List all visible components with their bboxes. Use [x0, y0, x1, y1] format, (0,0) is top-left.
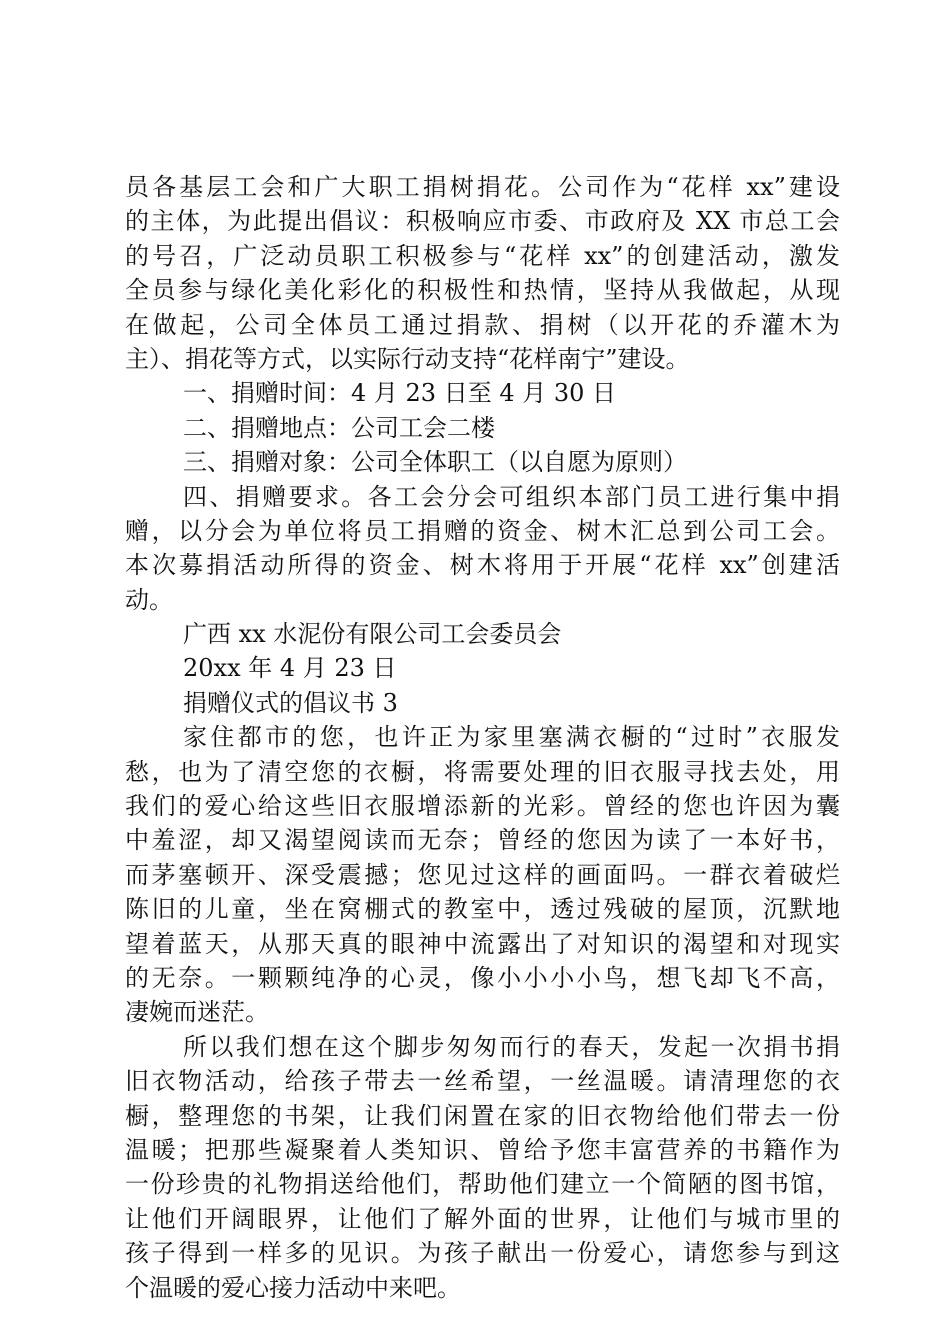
body-line: 望着蓝天，从那天真的眼神中流露出了对知识的渴望和对现实 [125, 929, 840, 958]
body-line: 陈旧的儿童，坐在窝棚式的教室中，透过残破的屋顶，沉默地 [125, 895, 840, 924]
body-line: 所以我们想在这个脚步匆匆而行的春天，发起一次捐书捐 [183, 1032, 840, 1061]
body-line: 员各基层工会和广大职工捐树捐花。公司作为“花样 xx”建设 [125, 173, 840, 201]
list-item-target: 三、捐赠对象：公司全体职工（以自愿为原则） [183, 448, 687, 477]
body-line: 本次募捐活动所得的资金、树木将用于开展“花样 xx”创建活 [125, 551, 840, 580]
body-line: 赠，以分会为单位将员工捐赠的资金、树木汇总到公司工会。 [125, 516, 840, 545]
signature-date: 20xx 年 4 月 23 日 [183, 654, 397, 683]
document-body [125, 170, 840, 1305]
body-line: 中羞涩，却又渴望阅读而无奈；曾经的您因为读了一本好书， [125, 826, 840, 855]
body-line: 一份珍贵的礼物捐送给他们，帮助他们建立一个简陋的图书馆， [125, 1170, 840, 1199]
body-line: 凄婉而迷茫。 [125, 998, 269, 1027]
body-line: 让他们开阔眼界，让他们了解外面的世界，让他们与城市里的 [125, 1204, 840, 1233]
body-line: 而茅塞顿开、深受震撼；您见过这样的画面吗。一群衣着破烂 [125, 860, 840, 889]
list-item-requirements: 四、捐赠要求。各工会分会可组织本部门员工进行集中捐 [183, 482, 840, 511]
body-line: 动。 [125, 585, 173, 614]
body-line: 橱，整理您的书架，让我们闲置在家的旧衣物给他们带去一份 [125, 1101, 840, 1130]
body-line: 的号召，广泛动员职工积极参与“花样 xx”的创建活动，激发 [125, 241, 840, 270]
body-line: 全员参与绿化美化彩化的积极性和热情，坚持从我做起，从现 [125, 276, 840, 305]
body-line: 家住都市的您，也许正为家里塞满衣橱的“过时”衣服发 [183, 723, 840, 752]
body-line: 温暖；把那些凝聚着人类知识、曾给予您丰富营养的书籍作为 [125, 1135, 840, 1164]
body-line: 孩子得到一样多的见识。为孩子献出一份爱心，请您参与到这 [125, 1239, 840, 1268]
section-title: 捐赠仪式的倡议书 3 [183, 688, 398, 717]
body-line: 旧衣物活动，给孩子带去一丝希望，一丝温暖。请清理您的衣 [125, 1067, 840, 1096]
body-line: 主）、捐花等方式，以实际行动支持“花样南宁”建设。 [125, 344, 690, 373]
body-line: 个温暖的爱心接力活动中来吧。 [125, 1273, 461, 1302]
body-line: 的主体，为此提出倡议：积极响应市委、市政府及 XX 市总工会 [125, 207, 840, 236]
body-line: 的无奈。一颗颗纯净的心灵，像小小小小鸟，想飞却飞不高， [125, 963, 840, 992]
body-line: 愁，也为了清空您的衣橱，将需要处理的旧衣服寻找去处，用 [125, 757, 840, 786]
signature-organization: 广西 xx 水泥份有限公司工会委员会 [183, 620, 562, 649]
body-line: 我们的爱心给这些旧衣服增添新的光彩。曾经的您也许因为囊 [125, 792, 840, 821]
body-line: 在做起，公司全体员工通过捐款、捐树（以开花的乔灌木为 [125, 310, 840, 339]
list-item-location: 二、捐赠地点：公司工会二楼 [183, 413, 495, 442]
list-item-time: 一、捐赠时间：4 月 23 日至 4 月 30 日 [183, 379, 617, 408]
